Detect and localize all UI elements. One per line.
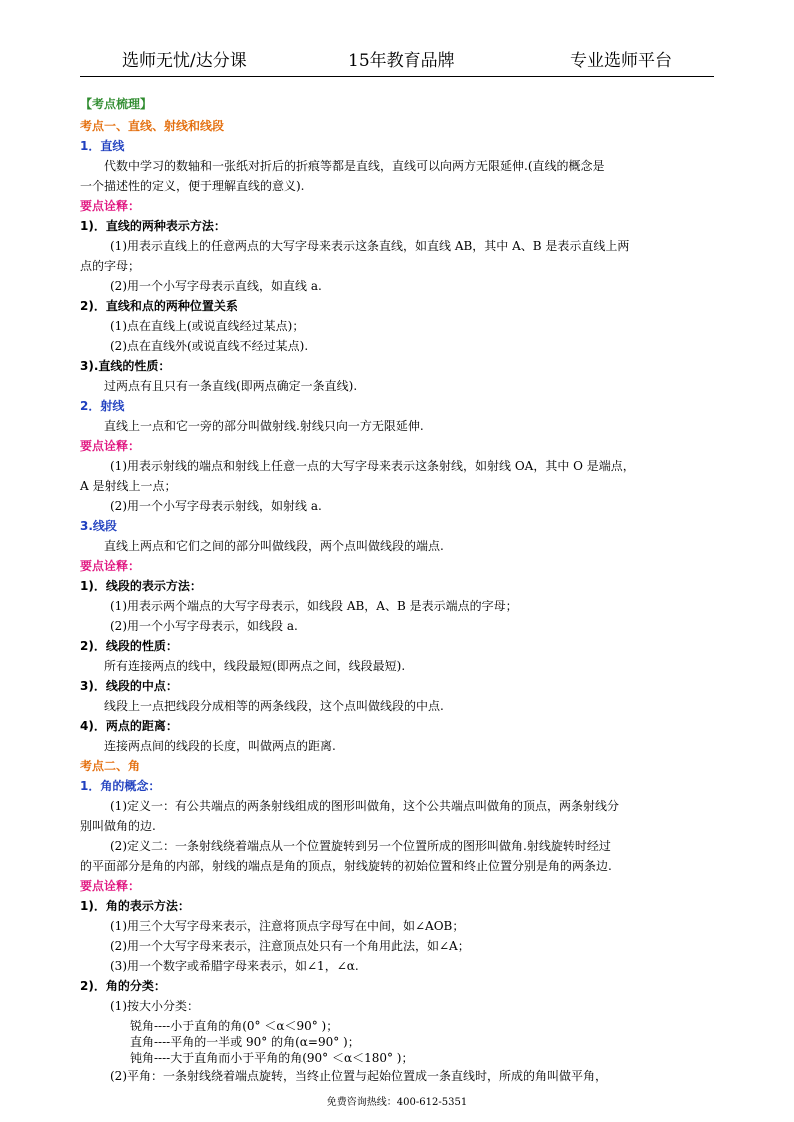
subtopic-heading: 3.线段 xyxy=(80,519,117,533)
paragraph-line: (1)用表示直线上的任意两点的大写字母来表示这条直线，如直线 AB，其中 A、B 是表示直线上两 xyxy=(110,239,630,253)
paragraph-line: (2)平角：一条射线绕着端点旋转，当终止位置与起始位置成一条直线时，所成的角叫做平角， xyxy=(110,1069,608,1083)
paragraph-line: (2)点在直线外(或说直线不经过某点). xyxy=(110,339,309,353)
paragraph-line: 锐角----小于直角的角(0° ＜α＜90° )； xyxy=(130,1019,339,1033)
item-heading: 1)．角的表示方法： xyxy=(80,899,190,913)
paragraph-line: 所有连接两点的线中，线段最短(即两点之间，线段最短). xyxy=(104,659,406,673)
paragraph-line: 直线上两点和它们之间的部分叫做线段，两个点叫做线段的端点. xyxy=(104,539,444,553)
note-heading: 要点诠释： xyxy=(80,199,141,213)
paragraph-line: A 是射线上一点； xyxy=(80,479,177,493)
note-heading: 要点诠释： xyxy=(80,559,141,573)
paragraph-line: (1)点在直线上(或说直线经过某点)； xyxy=(110,319,305,333)
paragraph-line: 别叫做角的边. xyxy=(80,819,156,833)
header-platform: 专业选师平台 xyxy=(570,51,672,71)
paragraph-line: 直角----平角的一半或 90° 的角(α=90° )； xyxy=(130,1035,360,1049)
header-slogan: 15年教育品牌 xyxy=(348,51,455,71)
paragraph-line: (1)用三个大写字母来表示，注意将顶点字母写在中间，如∠AOB； xyxy=(110,919,465,933)
paragraph-line: (1)按大小分类： xyxy=(110,999,199,1013)
page-header xyxy=(80,50,714,77)
item-heading: 1)．直线的两种表示方法： xyxy=(80,219,226,233)
paragraph-line: 连接两点间的线段的长度，叫做两点的距离. xyxy=(104,739,336,753)
paragraph-line: 过两点有且只有一条直线(即两点确定一条直线). xyxy=(104,379,358,393)
paragraph-line: (1)定义一：有公共端点的两条射线组成的图形叫做角，这个公共端点叫做角的顶点，两条射线分 xyxy=(110,799,620,813)
item-heading: 3)．线段的中点： xyxy=(80,679,178,693)
item-heading: 1)．线段的表示方法： xyxy=(80,579,202,593)
paragraph-line: (3)用一个数字或希腊字母来表示，如∠1，∠α. xyxy=(110,959,359,973)
item-heading: 2)．直线和点的两种位置关系 xyxy=(80,299,238,313)
note-heading: 要点诠释： xyxy=(80,439,141,453)
header-brand: 选师无忧/达分课 xyxy=(122,51,247,71)
paragraph-line: (2)用一个小写字母表示，如线段 a. xyxy=(110,619,298,633)
paragraph-line: 线段上一点把线段分成相等的两条线段，这个点叫做线段的中点. xyxy=(104,699,444,713)
topic-heading: 考点二、角 xyxy=(80,759,141,773)
section-heading: 【考点梳理】 xyxy=(80,97,153,111)
item-heading: 2)．线段的性质： xyxy=(80,639,178,653)
paragraph-line: 一个描述性的定义，便于理解直线的意义). xyxy=(80,179,305,193)
item-heading: 3).直线的性质： xyxy=(80,359,171,373)
paragraph-line: (1)用表示两个端点的大写字母表示，如线段 AB，A、B 是表示端点的字母； xyxy=(110,599,518,613)
paragraph-line: (1)用表示射线的端点和射线上任意一点的大写字母来表示这条射线，如射线 OA，其中 O 是端点， xyxy=(110,459,635,473)
item-heading: 4)．两点的距离： xyxy=(80,719,178,733)
paragraph-line: 直线上一点和它一旁的部分叫做射线.射线只向一方无限延伸. xyxy=(104,419,424,433)
note-heading: 要点诠释： xyxy=(80,879,141,893)
paragraph-line: 代数中学习的数轴和一张纸对折后的折痕等都是直线，直线可以向两方无限延伸.(直线的概念是 xyxy=(104,159,605,173)
paragraph-line: (2)用一个大写字母来表示，注意顶点处只有一个角用此法，如∠A； xyxy=(110,939,470,953)
paragraph-line: (2)用一个小写字母表示直线，如直线 a. xyxy=(110,279,322,293)
subtopic-heading: 1．角的概念： xyxy=(80,779,161,793)
paragraph-line: 钝角----大于直角而小于平角的角(90° ＜α＜180° )； xyxy=(130,1051,414,1065)
item-heading: 2)．角的分类： xyxy=(80,979,166,993)
subtopic-heading: 2．射线 xyxy=(80,399,125,413)
paragraph-line: 点的字母； xyxy=(80,259,141,273)
paragraph-line: (2)定义二：一条射线绕着端点从一个位置旋转到另一个位置所成的图形叫做角.射线旋转时经过 xyxy=(110,839,611,853)
footer-hotline: 免费咨询热线：400-612-5351 xyxy=(326,1097,468,1108)
subtopic-heading: 1．直线 xyxy=(80,139,125,153)
paragraph-line: (2)用一个小写字母表示射线，如射线 a. xyxy=(110,499,322,513)
paragraph-line: 的平面部分是角的内部，射线的端点是角的顶点，射线旋转的初始位置和终止位置分别是角的两条边. xyxy=(80,859,612,873)
topic-heading: 考点一、直线、射线和线段 xyxy=(80,119,225,133)
